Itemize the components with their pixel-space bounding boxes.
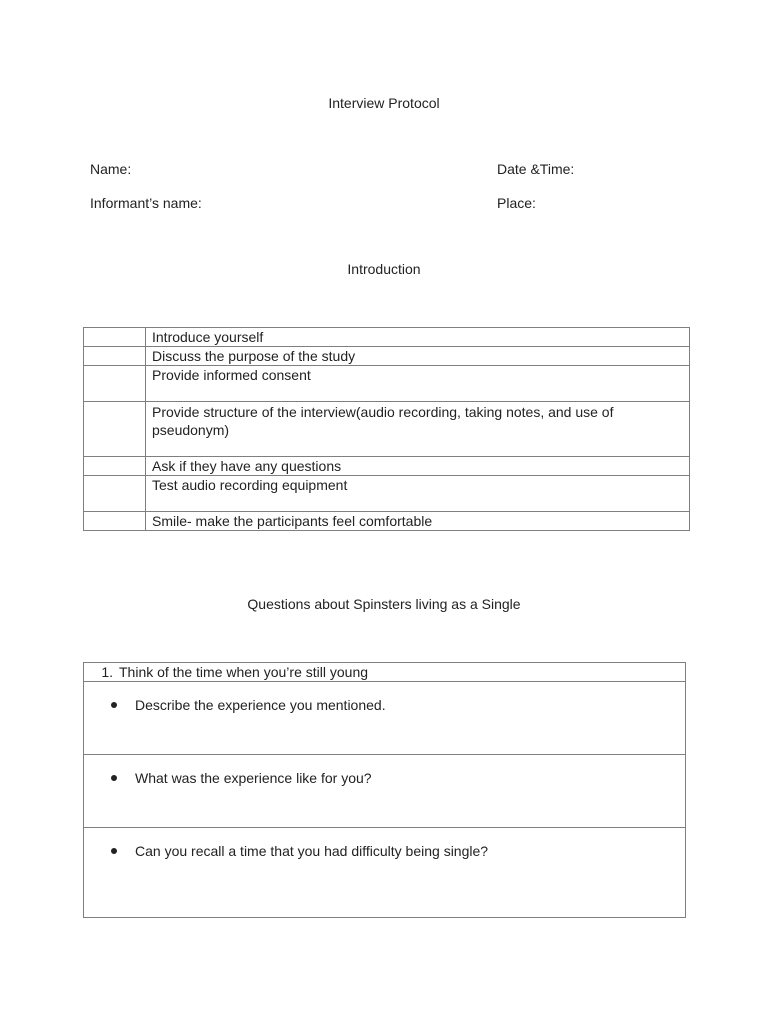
table-row [84,402,690,457]
question-bullet: Can you recall a time that you had difficulty being single? [135,843,489,859]
empty-cell [84,347,146,366]
intro-item: Provide informed consent [146,366,690,402]
bullet-icon [111,702,117,708]
intro-item: Discuss the purpose of the study [146,347,690,366]
empty-cell [84,328,146,347]
intro-item: Provide structure of the interview(audio recording, taking notes, and use of pseudonym) [146,402,690,457]
place-label: Place: [497,195,536,211]
empty-cell [84,476,146,512]
question-bullet-cell [84,755,686,828]
intro-item: Smile- make the participants feel comfortable [146,512,690,531]
date-time-label: Date &Time: [497,161,575,177]
empty-cell [84,512,146,531]
question-number: 1. [101,664,113,680]
bullet-icon [111,775,117,781]
empty-cell [84,457,146,476]
empty-cell [84,402,146,457]
table-row [84,512,690,531]
questions-heading: Questions about Spinsters living as a Single [247,596,521,612]
table-row [84,347,690,366]
introduction-table [83,327,690,531]
table-row [84,457,690,476]
question-header [84,663,685,681]
empty-cell [84,366,146,402]
question-text: Think of the time when you’re still young [119,664,369,680]
intro-item: Test audio recording equipment [146,476,690,512]
question-bullet: Describe the experience you mentioned. [135,697,386,713]
introduction-heading: Introduction [347,261,421,277]
question-bullet-cell [84,682,686,755]
document-title: Interview Protocol [328,95,440,111]
table-row [84,328,690,347]
name-label: Name: [90,161,132,177]
intro-item: Ask if they have any questions [146,457,690,476]
table-row [84,828,686,918]
table-row [84,755,686,828]
table-row [84,476,690,512]
questions-table [83,662,686,918]
table-row [84,663,686,682]
question-bullet-cell [84,828,686,918]
bullet-icon [111,848,117,854]
intro-item: Introduce yourself [146,328,690,347]
question-header-cell [84,663,686,682]
question-bullet: What was the experience like for you? [135,770,372,786]
table-row [84,366,690,402]
table-row [84,682,686,755]
informant-name-label: Informant’s name: [90,195,202,211]
